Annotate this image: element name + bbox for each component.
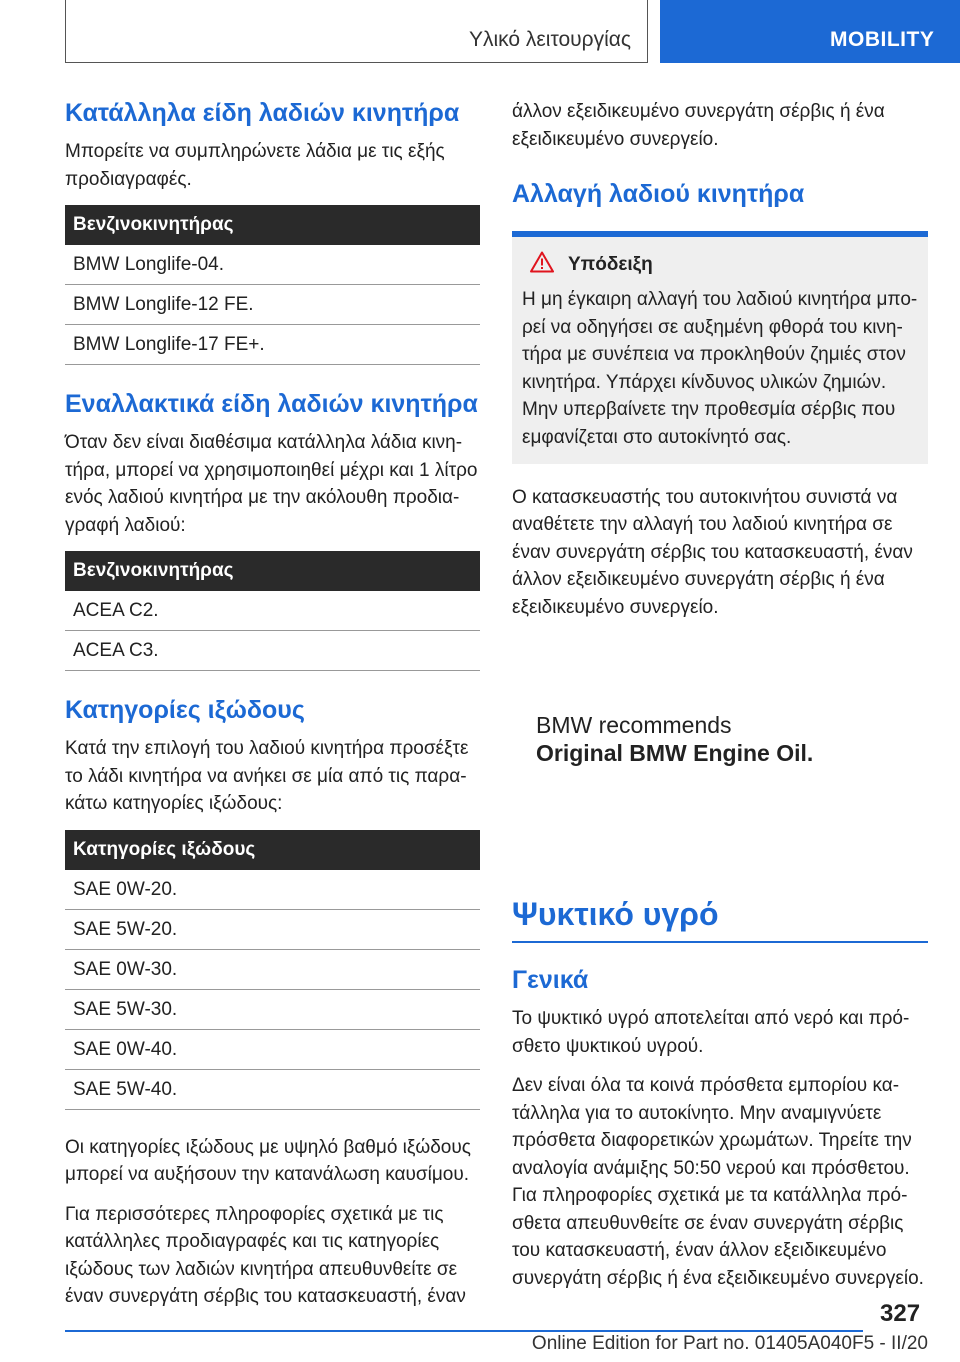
coolant-text-1: Το ψυκτικό υγρό αποτελείται από νερό και πρόσθετο ψυκτικού υγρού. <box>512 1008 910 1057</box>
table-suitable-oils <box>65 205 480 365</box>
table-row: BMW Longlife-04. <box>65 245 480 285</box>
section-title-viscosity: Κατηγορίες ιξώδους <box>65 696 305 724</box>
header-tab-mobility[interactable]: MOBILITY <box>660 0 960 63</box>
section-title-alternative-oils: Εναλλακτικά είδη λαδιών κινητήρα <box>65 390 478 418</box>
table-row: SAE 5W-30. <box>65 990 480 1030</box>
viscosity-consumption-text: Οι κατηγορίες ιξώδους με υψηλό βαθμό ιξώδους μπορεί να αυξήσουν την κατανάλωση καυσίμου. <box>65 1136 471 1185</box>
section-title-oil-change: Αλλαγή λαδιού κινητήρα <box>512 180 805 208</box>
footer-divider <box>65 1330 863 1332</box>
table-row: SAE 0W-30. <box>65 950 480 990</box>
left-column <box>65 98 480 1323</box>
header-section-title: Υλικό λειτουργίας <box>469 28 631 51</box>
table-row: ACEA C3. <box>65 631 480 671</box>
table-row: ACEA C2. <box>65 591 480 631</box>
table-header: Βενζινοκινητήρας <box>65 205 480 245</box>
section-title-general: Γενικά <box>512 966 589 995</box>
section-text-suitable-oils: Μπορείτε να συμπληρώνετε λάδια με τις εξής προδιαγραφές. <box>65 141 445 190</box>
table-header: Κατηγορίες ιξώδους <box>65 830 480 870</box>
warning-note-title: Υπόδειξη <box>568 253 653 275</box>
chapter-title-coolant: Ψυκτικό υγρό <box>512 896 719 933</box>
coolant-text-2: Δεν είναι όλα τα κοινά πρόσθετα εμπορίου κατάλληλα για το αυτοκίνητο. Μην αναμιγνύετε πρόσθετα διαφορετικών χρωμάτων. Τηρείτε την αναλογία ανάμιξης 50:50 νερού και πρόσθετου. Για πληροφορίες σχετικά με τα κατάλληλα πρόσθετα απευθυνθείτε σε έναν συνεργάτη σέρβις του κατασκευαστή, έναν άλλον εξειδικευμένο συνεργάτη σέρβις ή ένα εξειδικευμένο συνεργείο. <box>512 1075 924 1289</box>
section-text-alternative-oils: Όταν δεν είναι διαθέσιμα κατάλληλα λάδια κινητήρα, μπορεί να χρησιμοποιηθεί μέχρι και 1 λίτρο ενός λαδιού κινητήρα με την ακόλουθη προδιαγραφή λαδιού: <box>65 432 478 536</box>
table-row: SAE 0W-40. <box>65 1030 480 1070</box>
table-header: Βενζινοκινητήρας <box>65 551 480 591</box>
section-title-suitable-oils: Κατάλληλα είδη λαδιών κινητήρα <box>65 99 460 127</box>
table-row: SAE 5W-40. <box>65 1070 480 1110</box>
table-viscosity <box>65 830 480 1110</box>
table-row: BMW Longlife-12 FE. <box>65 285 480 325</box>
recommend-line-1: BMW recommends <box>536 712 732 739</box>
warning-triangle-icon <box>530 251 554 278</box>
continued-text: άλλον εξειδικευμένο συνεργάτη σέρβις ή ένα εξειδικευμένο συνεργείο. <box>512 101 885 150</box>
header-frame <box>65 0 648 63</box>
oil-change-text: Ο κατασκευαστής του αυτοκινήτου συνιστά να αναθέτετε την αλλαγή του λαδιού κινητήρα σε έναν συνεργάτη σέρβις του κατασκευαστή, έναν άλλον εξειδικευμένο συνεργάτη σέρβις ή ένα εξειδικευμένο συνεργείο. <box>512 486 913 618</box>
table-alternative-oils <box>65 551 480 671</box>
warning-note-header <box>522 251 918 278</box>
table-row: BMW Longlife-17 FE+. <box>65 325 480 365</box>
table-row: SAE 5W-20. <box>65 910 480 950</box>
recommend-line-2: Original BMW Engine Oil. <box>536 740 814 767</box>
table-row: SAE 0W-20. <box>65 870 480 910</box>
bmw-recommends-banner <box>536 711 928 767</box>
page-number: 327 <box>880 1300 921 1327</box>
footer-edition: Online Edition for Part no. 01405A040F5 - II/20 <box>531 1333 928 1354</box>
warning-note <box>512 231 928 464</box>
viscosity-info-text: Για περισσότερες πληροφορίες σχετικά με τις κατάλληλες προδιαγραφές και τις κατηγορίες ιξώδους των λαδιών κινητήρα απευθυνθείτε σε έναν συνεργάτη σέρβις του κατασκευαστή, έναν <box>65 1203 466 1307</box>
warning-note-text: Η μη έγκαιρη αλλαγή του λαδιού κινητήρα μπορεί να οδηγήσει σε αυξημένη φθορά του κινητήρα με συνέπεια να προκληθούν ζημιές στον κινητήρα. Υπάρχει κίνδυνος υλικών ζημιών. Μην υπερβαίνετε την προθεσμία σέρβις που εμφανίζεται στο αυτοκίνητό σας. <box>522 289 918 448</box>
right-column <box>512 98 928 1304</box>
chapter-heading-wrap <box>512 895 928 943</box>
section-text-viscosity: Κατά την επιλογή του λαδιού κινητήρα προσέξτε το λάδι κινητήρα να ανήκει σε μία από τις παρακάτω κατηγορίες ιξώδους: <box>65 738 469 814</box>
